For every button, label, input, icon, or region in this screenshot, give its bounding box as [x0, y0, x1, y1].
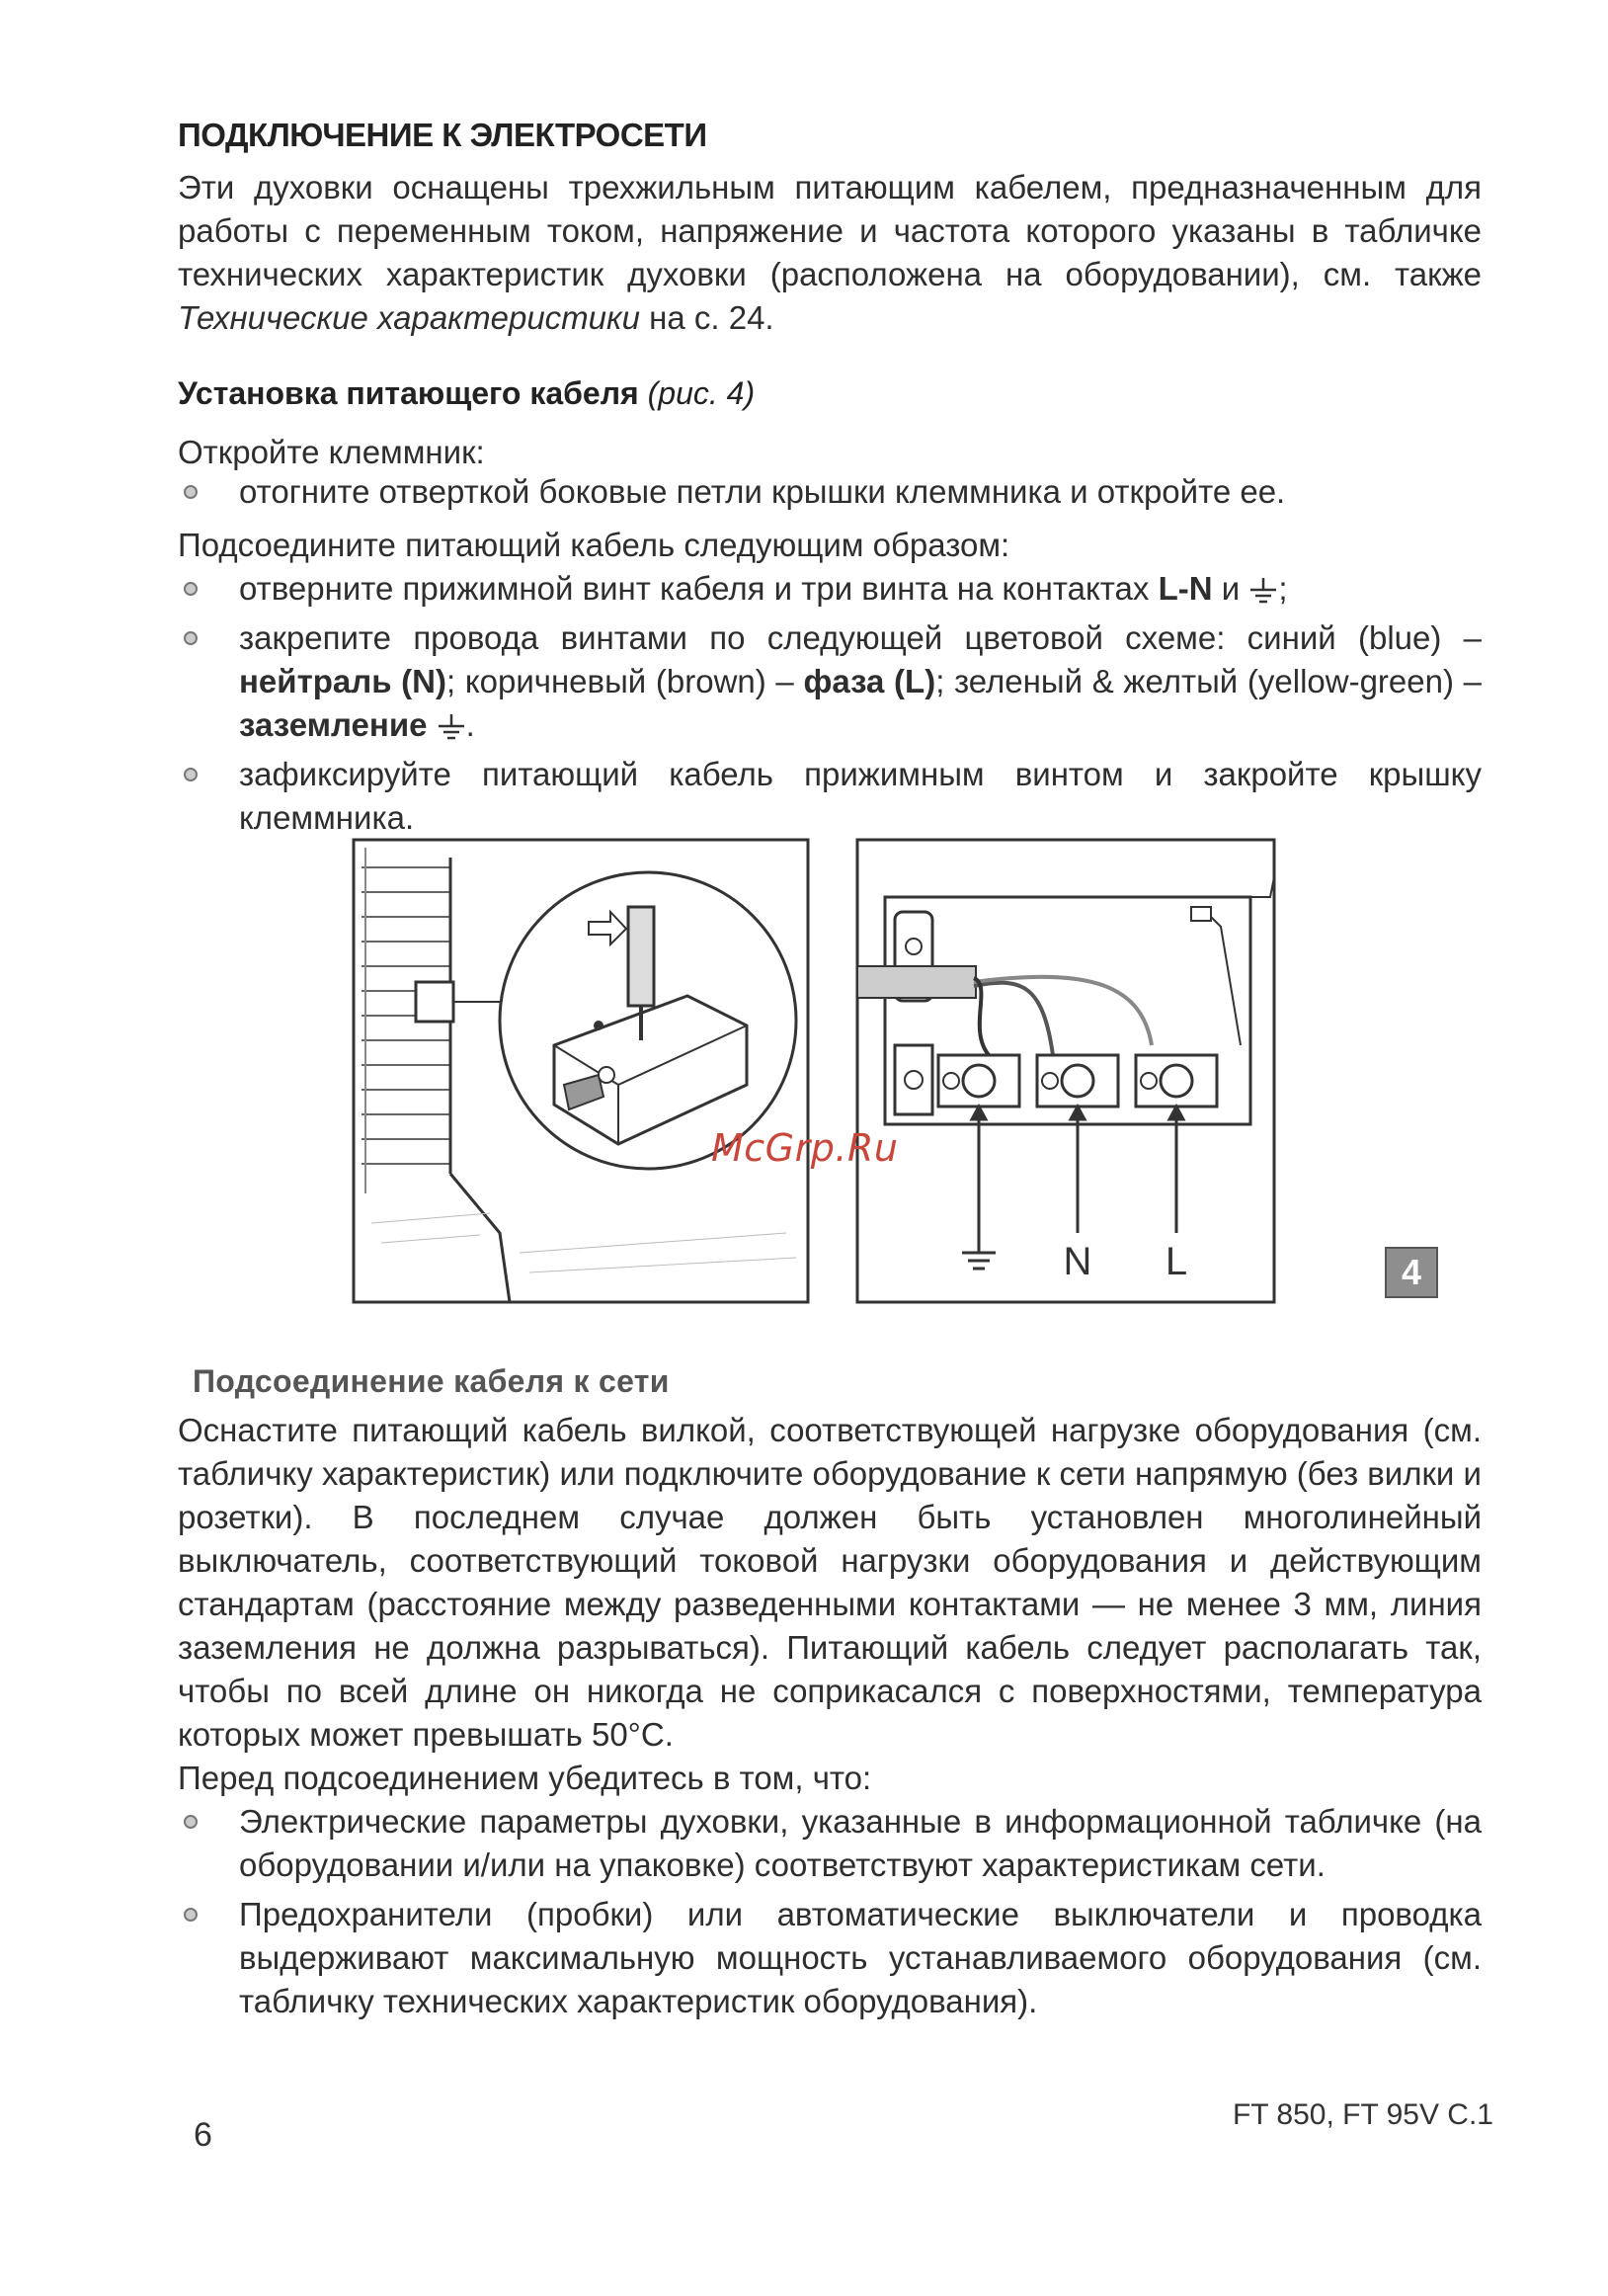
connect-label: Подсоедините питающий кабель следующим образом: [178, 527, 1010, 563]
figure-4-terminal-wiring [855, 838, 1276, 1304]
check-item-text: Электрические параметры духовки, указанные в информационной табличке (на оборудовании и/или на упаковке) соответствуют характеристикам сети. [239, 1803, 1482, 1883]
step1-and: и [1221, 570, 1241, 607]
ground-icon [1248, 578, 1278, 604]
bullet-icon [184, 631, 198, 645]
watermark: McGrp.Ru [711, 1126, 899, 1170]
terminal-label-neutral: N [1063, 1240, 1092, 1283]
check-list [178, 1800, 1482, 2029]
bullet-icon [184, 1815, 198, 1829]
network-connect-heading: Подсоединение кабеля к сети [193, 1363, 670, 1399]
page-number: 6 [194, 2116, 212, 2154]
intro-paragraph [178, 166, 1482, 340]
list-item [178, 1893, 1482, 2023]
step2-text-1: закрепите провода винтами по следующей цветовой схеме: синий (blue) – [239, 619, 1482, 656]
cable-install-heading-text: Установка питающего кабеля [178, 375, 639, 411]
step2-phase: фаза (L) [803, 663, 936, 699]
figure-4-terminal-box [352, 838, 810, 1304]
cable-install-figure-ref: (рис. 4) [647, 375, 756, 411]
step2-neutral: нейтраль (N) [239, 663, 446, 699]
bullet-icon [184, 485, 198, 499]
step2-ground: заземление [239, 706, 428, 743]
intro-text: Эти духовки оснащены трехжильным питающим кабелем, предназначенным для работы с переменным током, напряжение и частота которого указаны в табличке технических характеристик духовки (расположена на оборудовании), см. также [178, 169, 1482, 292]
model-code: FT 850, FT 95V C.1 [1232, 2098, 1493, 2131]
step3-text: зафиксируйте питающий кабель прижимным винтом и закройте крышку клеммника. [239, 756, 1482, 836]
check-item-text: Предохранители (пробки) или автоматические выключатели и проводка выдерживают максимальную мощность устанавливаемого оборудования (см. табличку технических характеристик оборудования). [239, 1896, 1482, 2019]
open-terminal-label: Откройте клеммник: [178, 434, 485, 470]
network-connect-paragraph: Оснастите питающий кабель вилкой, соответствующей нагрузке оборудования (см. табличку характеристик) или подключите оборудование к сети напрямую (без вилки и розетки). В последнем случае должен быть установлен многолинейный выключатель, соответствующий токовой нагрузки оборудования и действующим стандартам (расстояние между разведенными контактами — не менее 3 мм, линия заземления не должна разрываться). Питающий кабель следует располагать так, чтобы по всей длине он никогда не соприкасался с поверхностями, температура которых может превышать 50°С. [178, 1412, 1482, 1753]
list-item [178, 753, 1482, 840]
open-terminal-steps [178, 470, 1482, 520]
step2-text-3: ; зеленый & желтый (yellow-green) – [935, 663, 1482, 699]
list-item [178, 567, 1482, 611]
step2-text-2: ; коричневый (brown) – [445, 663, 794, 699]
list-item [178, 616, 1482, 747]
page-title: ПОДКЛЮЧЕНИЕ К ЭЛЕКТРОСЕТИ [178, 117, 707, 153]
step1-text: отверните прижимной винт кабеля и три винта на контактах [239, 570, 1150, 607]
terminal-label-phase: L [1165, 1240, 1188, 1283]
list-item [178, 470, 1482, 514]
step1-contacts: L-N [1158, 570, 1213, 607]
open-terminal-step-text: отогните отверткой боковые петли крышки клеммника и откройте ее. [239, 473, 1286, 510]
bullet-icon [184, 582, 198, 596]
ground-icon [437, 714, 466, 740]
step2-end: . [465, 706, 475, 743]
figure-number-badge: 4 [1385, 1247, 1438, 1298]
connect-steps [178, 567, 1482, 846]
step1-end: ; [1278, 570, 1288, 607]
cable-install-heading [178, 375, 755, 412]
check-label: Перед подсоединением убедитесь в том, что: [178, 1760, 872, 1796]
bullet-icon [184, 1908, 198, 1922]
list-item [178, 1800, 1482, 1887]
bullet-icon [184, 768, 198, 781]
intro-page-ref: на с. 24. [649, 299, 774, 336]
intro-italic-ref: Технические характеристики [178, 299, 640, 336]
